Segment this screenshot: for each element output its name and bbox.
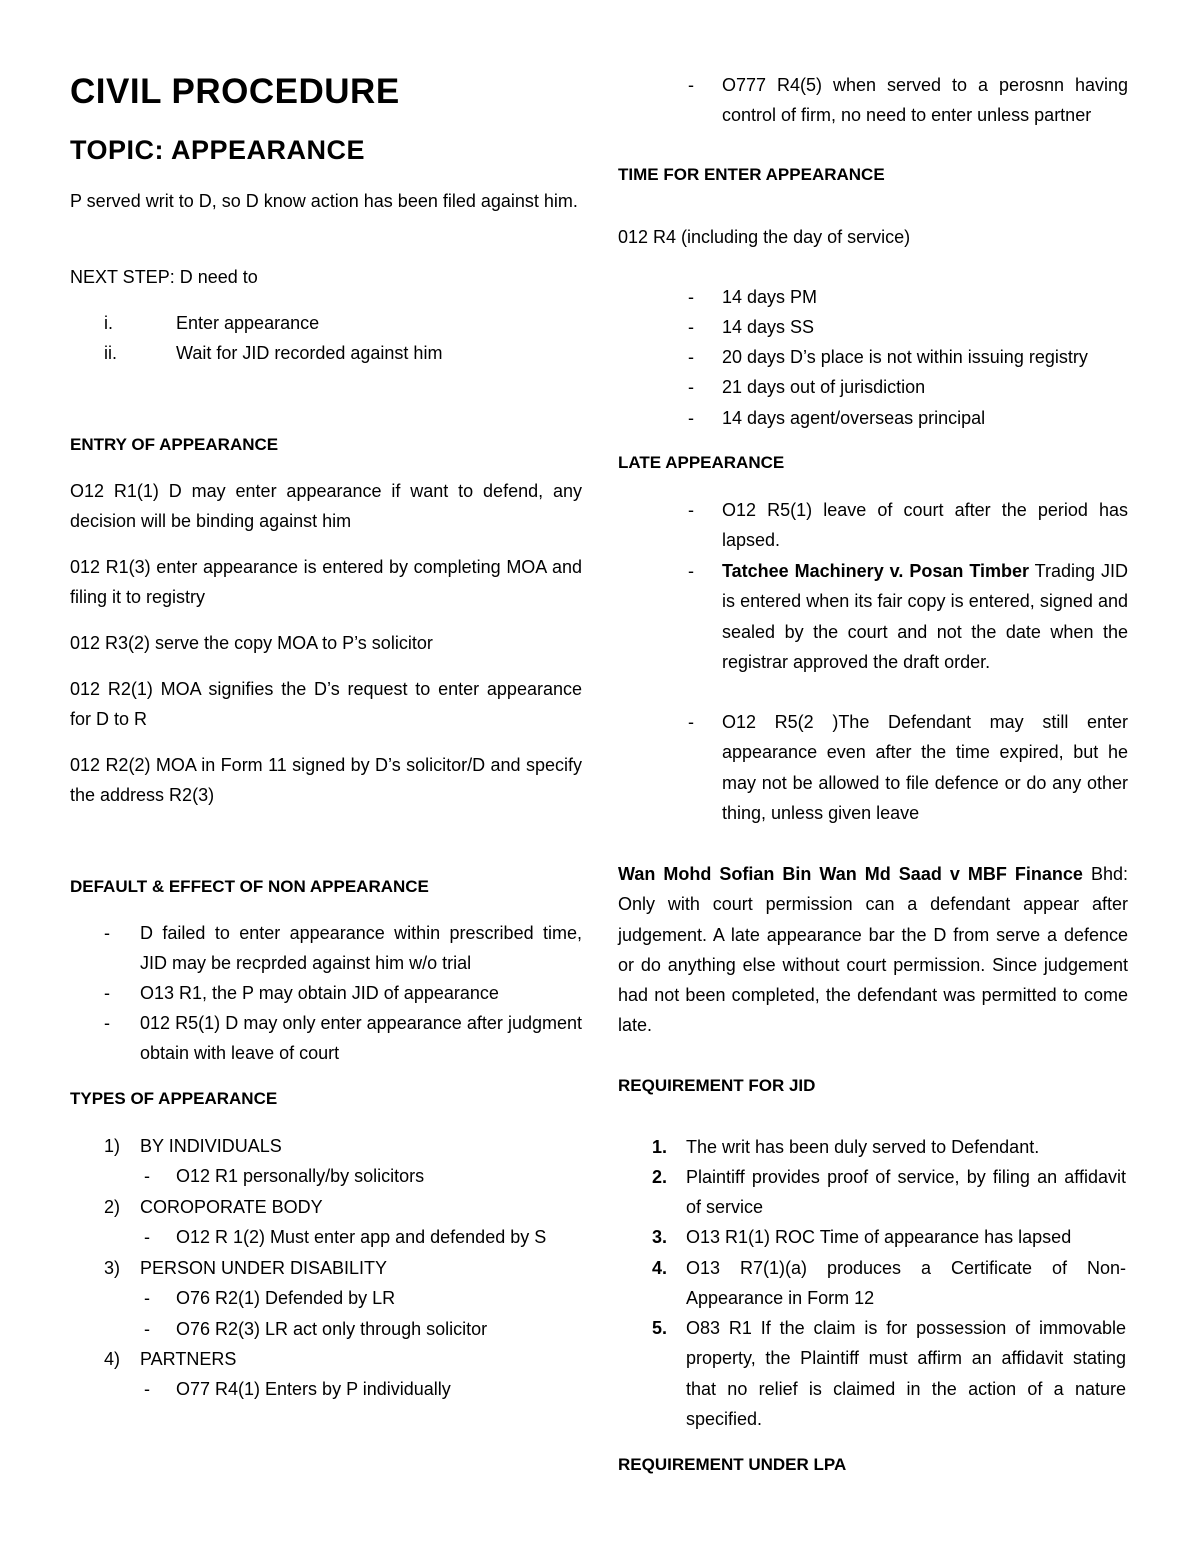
next-step-item: Wait for JID recorded against him [176, 343, 443, 363]
default-heading: DEFAULT & EFFECT OF NON APPEARANCE [70, 877, 429, 896]
req-lpa-heading: REQUIREMENT UNDER LPA [618, 1455, 847, 1474]
dash-bullet: - [688, 377, 694, 397]
dash-bullet: - [144, 1227, 150, 1247]
entry-paragraph: O12 R1(1) D may enter appearance if want to defend, any decision will be binding against him [70, 481, 582, 532]
type-label: BY INDIVIDUALS [140, 1136, 282, 1156]
default-item: 012 R5(1) D may only enter appearance after judgment obtain with leave of court [140, 1013, 582, 1064]
req-number: 3. [652, 1227, 668, 1247]
dash-bullet: - [688, 500, 694, 520]
dash-bullet: - [688, 561, 694, 581]
dash-bullet: - [688, 408, 694, 428]
partner-continued-item: O777 R4(5) when served to a perosnn having control of firm, no need to enter unless partner [722, 75, 1128, 126]
dash-bullet: - [144, 1288, 150, 1308]
default-item: O13 R1, the P may obtain JID of appearance [140, 983, 499, 1003]
next-step-item: Enter appearance [176, 313, 320, 333]
dash-bullet: - [104, 1013, 110, 1033]
type-label: PERSON UNDER DISABILITY [140, 1258, 388, 1278]
wan-case-paragraph [618, 859, 1128, 1041]
default-item: D failed to enter appearance within prescribed time, JID may be recprded against him w/o trial [140, 923, 582, 974]
topic-heading: TOPIC: APPEARANCE [70, 135, 366, 165]
dash-bullet: - [144, 1319, 150, 1339]
late-heading: LATE APPEARANCE [618, 453, 785, 472]
type-label: PARTNERS [140, 1349, 237, 1369]
case-text: Trading JID is entered when its fair copy is entered, signed and sealed by the court and not the date when the registrar approved the draft order. [722, 561, 1129, 672]
dash-bullet: - [144, 1166, 150, 1186]
types-heading: TYPES OF APPEARANCE [70, 1089, 278, 1108]
document-title: CIVIL PROCEDURE [70, 72, 400, 111]
case-name: Tatchee Machinery v. Posan Timber [722, 561, 1030, 581]
req-number: 2. [652, 1167, 668, 1187]
dash-bullet: - [688, 317, 694, 337]
time-rule: 012 R4 (including the day of service) [618, 227, 911, 247]
entry-paragraph: 012 R3(2) serve the copy MOA to P’s solicitor [70, 633, 433, 653]
dash-bullet: - [688, 75, 694, 95]
intro-paragraph: P served writ to D, so D know action has been filed against him. [70, 191, 578, 211]
dash-bullet: - [104, 923, 110, 943]
entry-paragraph: 012 R2(2) MOA in Form 11 signed by D’s solicitor/D and specify the address R2(3) [70, 755, 582, 806]
req-number: 5. [652, 1318, 668, 1338]
time-item: 21 days out of jurisdiction [722, 377, 926, 397]
time-item: 14 days SS [722, 317, 815, 337]
req-number: 4. [652, 1258, 668, 1278]
type-number: 4) [104, 1349, 121, 1369]
entry-paragraph: 012 R1(3) enter appearance is entered by completing MOA and filing it to registry [70, 557, 582, 608]
next-step-heading: NEXT STEP: D need to [70, 267, 258, 287]
req-jid-heading: REQUIREMENT FOR JID [618, 1076, 816, 1095]
type-number: 1) [104, 1136, 121, 1156]
dash-bullet: - [104, 983, 110, 1003]
time-item: 14 days agent/overseas principal [722, 408, 986, 428]
roman-marker: i. [104, 313, 113, 333]
dash-bullet: - [688, 287, 694, 307]
dash-bullet: - [144, 1379, 150, 1399]
late-case-item [722, 556, 1128, 677]
time-item: 20 days D’s place is not within issuing registry [722, 347, 1088, 367]
type-sub-item: O12 R1 personally/by solicitors [176, 1166, 425, 1186]
req-item: O83 R1 If the claim is for possession of immovable property, the Plaintiff must affirm an affidavit stating that no relief is claimed in the action of a nature specified. [686, 1318, 1126, 1429]
entry-heading: ENTRY OF APPEARANCE [70, 435, 279, 454]
req-item: The writ has been duly served to Defendant. [686, 1137, 1040, 1157]
roman-marker: ii. [104, 343, 117, 363]
case-name: Wan Mohd Sofian Bin Wan Md Saad v MBF Finance [618, 864, 1083, 884]
req-item: O13 R7(1)(a) produces a Certificate of Non-Appearance in Form 12 [686, 1258, 1126, 1309]
type-sub-item: O76 R2(3) LR act only through solicitor [176, 1319, 488, 1339]
type-number: 2) [104, 1197, 121, 1217]
late-item: O12 R5(2 )The Defendant may still enter appearance even after the time expired, but he may not be allowed to file defence or do any other thing, unless given leave [722, 712, 1128, 823]
type-label: COROPORATE BODY [140, 1197, 323, 1217]
time-item: 14 days PM [722, 287, 818, 307]
time-heading: TIME FOR ENTER APPEARANCE [618, 165, 885, 184]
dash-bullet: - [688, 712, 694, 732]
req-item: Plaintiff provides proof of service, by filing an affidavit of service [686, 1167, 1126, 1218]
type-number: 3) [104, 1258, 121, 1278]
type-sub-item: O76 R2(1) Defended by LR [176, 1288, 396, 1308]
req-item: O13 R1(1) ROC Time of appearance has lapsed [686, 1227, 1072, 1247]
late-item: O12 R5(1) leave of court after the period has lapsed. [722, 500, 1128, 551]
req-number: 1. [652, 1137, 668, 1157]
type-sub-item: O12 R 1(2) Must enter app and defended by S [176, 1227, 547, 1247]
dash-bullet: - [688, 347, 694, 367]
entry-paragraph: 012 R2(1) MOA signifies the D’s request to enter appearance for D to R [70, 679, 582, 730]
type-sub-item: O77 R4(1) Enters by P individually [176, 1379, 451, 1399]
case-text: Bhd: Only with court permission can a defendant appear after judgement. A late appearance bar the D from serve a defence or do anything else without court permission. Since judgement had not been completed, the defendant was permitted to come late. [618, 864, 1128, 1036]
